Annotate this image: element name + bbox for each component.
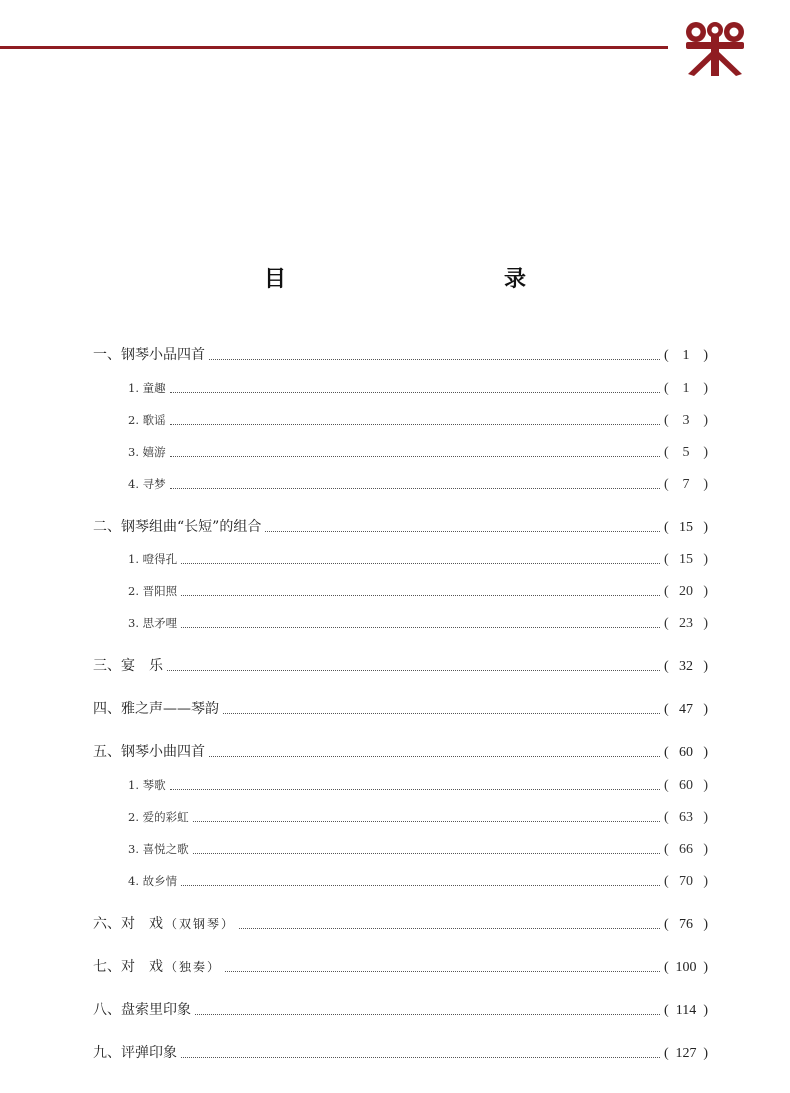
paren-open: ( — [664, 520, 669, 535]
paren-close: ) — [703, 348, 708, 363]
toc-page-number — [664, 517, 708, 539]
toc-entry-note: （独奏） — [165, 960, 222, 974]
paren-open: ( — [664, 381, 669, 396]
toc-entry[interactable] — [128, 548, 708, 570]
toc-entry[interactable] — [128, 409, 708, 431]
toc-entry[interactable] — [128, 441, 708, 463]
toc-entry-title: 四、雅之声——琴韵 — [93, 701, 219, 717]
dot-leader — [170, 779, 660, 790]
paren-close: ) — [703, 445, 708, 460]
dot-leader — [193, 843, 660, 854]
paren-open: ( — [664, 702, 669, 717]
dot-leader — [195, 1004, 660, 1015]
paren-open: ( — [664, 348, 669, 363]
paren-open: ( — [664, 745, 669, 760]
dot-leader — [170, 382, 660, 393]
toc-page-number — [664, 1000, 708, 1022]
toc-entry[interactable] — [93, 698, 708, 720]
paren-close: ) — [703, 874, 708, 889]
paren-open: ( — [664, 810, 669, 825]
dot-leader — [167, 660, 660, 671]
toc-entry[interactable] — [93, 1042, 708, 1064]
page-number: 127 — [675, 1046, 697, 1061]
toc-entry[interactable] — [128, 870, 708, 892]
paren-close: ) — [703, 520, 708, 535]
paren-open: ( — [664, 477, 669, 492]
toc-entry-note: （双钢琴） — [165, 917, 236, 931]
toc-page-number — [664, 345, 708, 367]
paren-open: ( — [664, 552, 669, 567]
toc-entry[interactable] — [93, 655, 708, 677]
toc-entry[interactable] — [128, 774, 708, 796]
page-number: 7 — [682, 477, 690, 492]
paren-close: ) — [703, 745, 708, 760]
dot-leader — [209, 746, 660, 757]
toc-entry-title: 2. 爱的彩虹 — [128, 810, 189, 824]
dot-leader — [181, 617, 660, 628]
page-number: 1 — [682, 381, 690, 396]
paren-close: ) — [703, 616, 708, 631]
toc-page-number — [664, 474, 708, 496]
paren-close: ) — [703, 552, 708, 567]
page-number: 23 — [679, 616, 693, 631]
paren-close: ) — [703, 477, 708, 492]
page-number: 76 — [679, 917, 693, 932]
toc-entry-title: 三、宴 乐 — [93, 658, 163, 674]
dot-leader — [193, 811, 660, 822]
paren-close: ) — [703, 1003, 708, 1018]
paren-close: ) — [703, 659, 708, 674]
toc-entry-title: 七、对 戏 （独奏） — [93, 959, 222, 975]
page-number: 60 — [679, 778, 693, 793]
toc-page-number — [664, 775, 708, 797]
toc-entry[interactable] — [128, 806, 708, 828]
toc-entry[interactable] — [128, 473, 708, 495]
toc-entry[interactable] — [93, 516, 708, 538]
page-number: 1 — [682, 348, 690, 363]
toc-entry-title: 4. 故乡情 — [128, 874, 178, 888]
dot-leader — [209, 349, 660, 360]
paren-close: ) — [703, 810, 708, 825]
toc-entry[interactable] — [93, 913, 708, 935]
toc-entry-title: 3. 喜悦之歌 — [128, 842, 189, 856]
page-number: 20 — [679, 584, 693, 599]
toc-page-number — [664, 613, 708, 635]
toc-page-number — [664, 442, 708, 464]
toc-entry-title: 六、对 戏 （双钢琴） — [93, 916, 236, 932]
page-number: 60 — [679, 745, 693, 760]
paren-open: ( — [664, 659, 669, 674]
page-number: 32 — [679, 659, 693, 674]
dot-leader — [170, 478, 660, 489]
paren-close: ) — [703, 917, 708, 932]
toc-entry-title: 1. 琴歌 — [128, 778, 166, 792]
toc-entry-title: 五、钢琴小曲四首 — [93, 744, 205, 760]
toc-page-number — [664, 699, 708, 721]
page-number: 15 — [679, 552, 693, 567]
toc-entry-title: 1. 噔得孔 — [128, 552, 178, 566]
toc-entry-title: 八、盘索里印象 — [93, 1002, 191, 1018]
page-number: 15 — [679, 520, 693, 535]
toc-entry[interactable] — [128, 580, 708, 602]
dot-leader — [181, 553, 660, 564]
paren-close: ) — [703, 842, 708, 857]
page-title: 目 录 — [263, 266, 584, 292]
toc-page-number — [664, 549, 708, 571]
page-number: 63 — [679, 810, 693, 825]
dot-leader — [181, 875, 660, 886]
toc-entry[interactable] — [128, 377, 708, 399]
paren-open: ( — [664, 445, 669, 460]
toc-page-number — [664, 410, 708, 432]
toc-page-number — [664, 1043, 708, 1065]
toc-page-number — [664, 581, 708, 603]
page-number: 3 — [682, 413, 690, 428]
toc-entry[interactable] — [93, 999, 708, 1021]
paren-close: ) — [703, 702, 708, 717]
paren-open: ( — [664, 917, 669, 932]
toc-page-number — [664, 839, 708, 861]
dot-leader — [181, 585, 660, 596]
dot-leader — [170, 446, 660, 457]
paren-close: ) — [703, 1046, 708, 1061]
paren-close: ) — [703, 381, 708, 396]
toc-entry[interactable] — [128, 612, 708, 634]
paren-open: ( — [664, 1003, 669, 1018]
toc-entry-title: 3. 思矛哩 — [128, 616, 178, 630]
toc-entry-title: 一、钢琴小品四首 — [93, 347, 205, 363]
paren-open: ( — [664, 584, 669, 599]
dot-leader — [225, 961, 660, 972]
toc-entry-title: 二、钢琴组曲“长短”的组合 — [93, 519, 262, 535]
page-number: 100 — [675, 960, 697, 975]
page-number: 5 — [682, 445, 690, 460]
paren-open: ( — [664, 778, 669, 793]
toc-entry-title: 4. 寻梦 — [128, 477, 166, 491]
toc-entry[interactable] — [93, 741, 708, 763]
paren-open: ( — [664, 616, 669, 631]
toc-entry-title: 2. 晋阳照 — [128, 584, 178, 598]
paren-close: ) — [703, 960, 708, 975]
dot-leader — [181, 1047, 660, 1058]
toc-entry[interactable] — [93, 344, 708, 366]
toc-entry-title: 2. 歌谣 — [128, 413, 166, 427]
page-number: 114 — [675, 1003, 697, 1018]
paren-close: ) — [703, 778, 708, 793]
toc-page-number — [664, 378, 708, 400]
paren-close: ) — [703, 584, 708, 599]
toc-page-number — [664, 914, 708, 936]
paren-open: ( — [664, 960, 669, 975]
toc-entry-title: 九、评弹印象 — [93, 1045, 177, 1061]
toc-entry[interactable] — [93, 956, 708, 978]
toc-page-number — [664, 807, 708, 829]
page-number: 70 — [679, 874, 693, 889]
dot-leader — [223, 703, 660, 714]
paren-open: ( — [664, 413, 669, 428]
paren-open: ( — [664, 842, 669, 857]
dot-leader — [170, 414, 660, 425]
page-number: 66 — [679, 842, 693, 857]
paren-close: ) — [703, 413, 708, 428]
toc-page-number — [664, 656, 708, 678]
toc-entry-title: 1. 童趣 — [128, 381, 166, 395]
paren-open: ( — [664, 1046, 669, 1061]
paren-open: ( — [664, 874, 669, 889]
page-number: 47 — [679, 702, 693, 717]
dot-leader — [265, 521, 660, 532]
toc-entry[interactable] — [128, 838, 708, 860]
dot-leader — [239, 918, 660, 929]
toc-entry-title: 3. 嬉游 — [128, 445, 166, 459]
toc-page-number — [664, 871, 708, 893]
toc-page-number — [664, 957, 708, 979]
toc-page-number — [664, 742, 708, 764]
